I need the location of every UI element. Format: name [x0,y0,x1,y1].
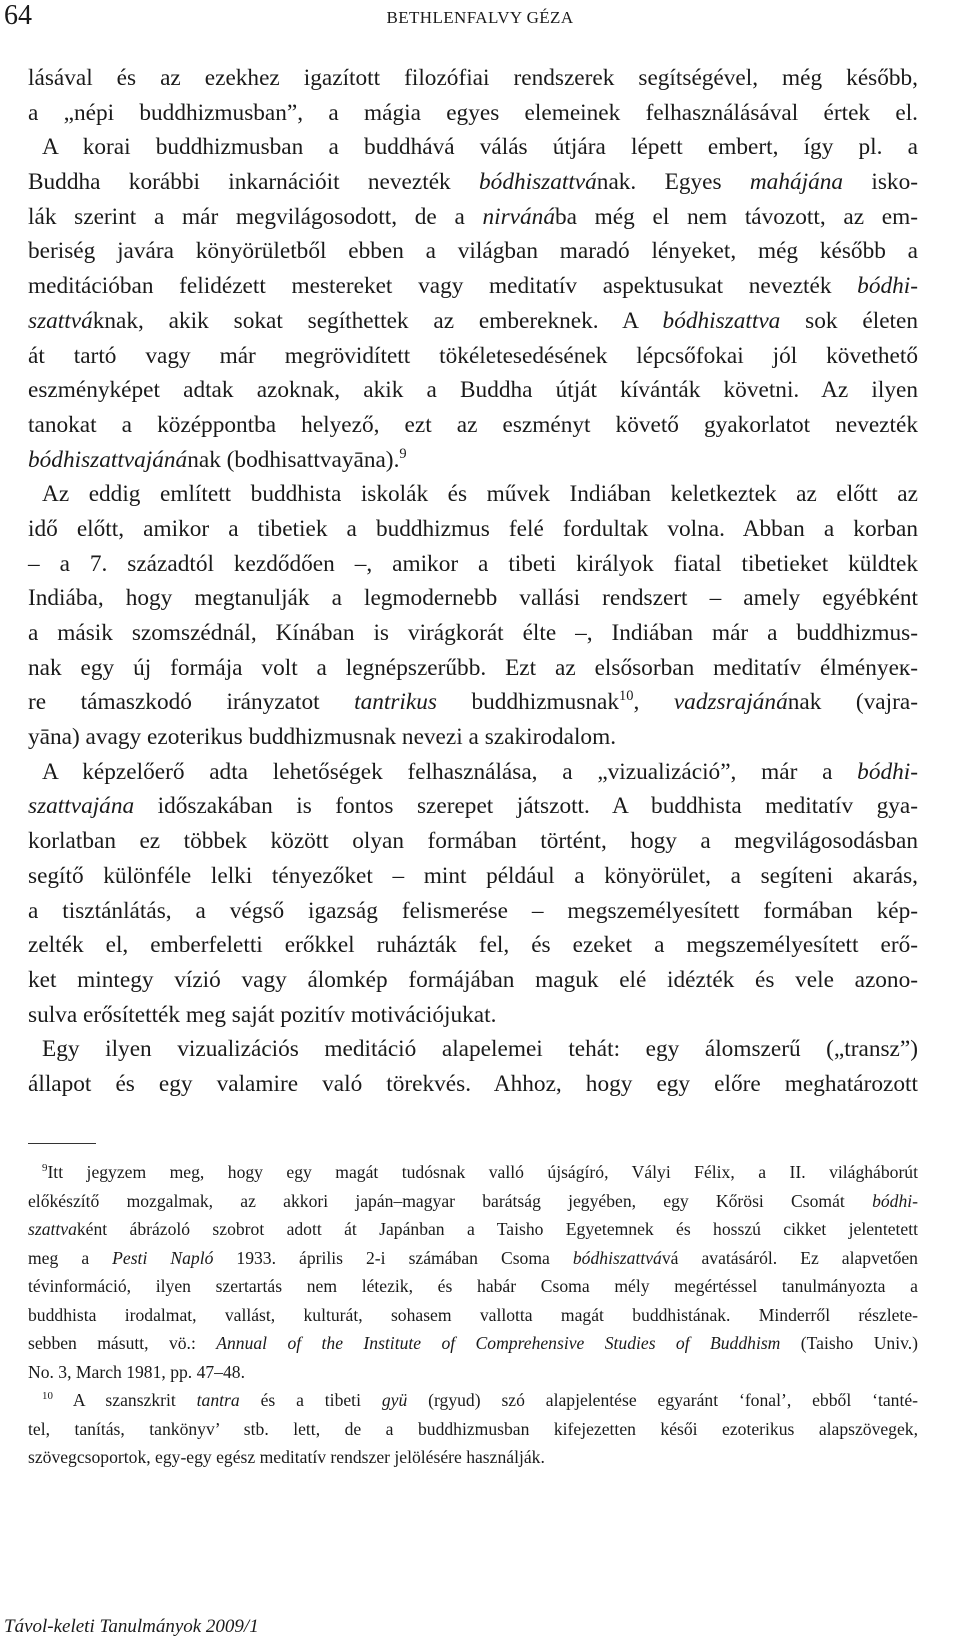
term-szattva: szattvá [28,307,93,334]
body-line: – a 7. századtól kezdődően –, amikor a tibeti királyok fiatal tibetieket küldtek [28,550,918,577]
term-mahajana: mahájána [749,169,844,196]
body-line: bódhiszattvajánának (bodhisattvayāna).$^9$ [28,445,407,473]
body-line: szattváknak, akik sokat segíthettek az embereknek. A bódhiszattva sok életen [28,307,918,334]
term-bodhiszattvajana: bódhiszattvajáná [28,446,188,473]
term-bodhi: bódhi- [872,1190,918,1211]
body-line: Indiába, hogy megtanulják a legmodernebb vallási rendszert – amely egyébként [28,585,918,612]
footnote-line: szövegcsoportok, egy-egy egész meditatív rendszer jelölésére használják. [28,1447,545,1467]
footnote-line: No. 3, March 1981, pp. 47–48. [28,1361,245,1382]
term-bodhiszattva: bódhiszattvá [572,1247,662,1268]
term-tantra: tantra [196,1390,240,1410]
footnotes [28,1158,918,1472]
body-line: szattvajána időszakában is fontos szerepet játszott. A buddhista meditatív gya- [28,793,918,820]
term-szattva: szattva [28,1219,77,1239]
body-line: Egy ilyen vizualizációs meditáció alapelemei tehát: egy álomszerű („transz”) [42,1036,918,1063]
body-text [28,61,918,1102]
reference-title: Annual of the Institute of Comprehensive Studies of Buddhism [216,1333,781,1353]
term-vadzsrajana: vadzsrajáná [673,689,788,716]
body-line: lásával és az ezekhez igazított filozófiai rendszerek segítségével, még később, [28,65,918,91]
running-head: BETHLENFALVY GÉZA [386,8,574,27]
term-tantrikus: tantrikus [354,689,437,716]
body-line: korlatban ez többek között olyan formában történt, hogy a megvilágosodásban [28,828,918,855]
body-line: A képzelőerő adta lehetőségek felhasználása, a „vizualizáció”, már a bódhi- [42,758,918,785]
footnote-number-9: 9 [42,1162,48,1175]
footnote-line: szattvaként ábrázoló szobrot adott át Japánban a Taisho Egyetemnek és hosszú cikket jelentetett [28,1219,918,1239]
body-line: át tartó vagy már megrövidített tökéletesedésének lépcsőfokai jól követhető [28,342,918,369]
footnote-line: $^9$Itt jegyzem meg, hogy egy magát tudósnak valló újságíró, Vályi Félix, a II. világháborút [42,1162,918,1182]
footnote-line: tévinformáció, ilyen szertartás nem létezik, és habár Csoma mély megértéssel tanulmányozta a [28,1276,918,1296]
body-line: a „népi buddhizmusban”, a mágia egyes elemeinek felhasználásával értek el. [28,99,918,126]
footnote-line: meg a Pesti Napló 1933. április 2-i számában Csoma bódhiszattvává avatásáról. Ez alapvetően [28,1247,918,1268]
term-nirvana: nirváná [482,203,555,230]
body-line: Az eddig említett buddhista iskolák és művek Indiában keletkeztek az előtt az [42,481,918,508]
footnote-number-10: 10 [42,1390,53,1403]
body-line: eszményképet adtak azoknak, akik a Buddha útját kívánták követni. Az ilyen [28,377,918,404]
term-bodhiszattva: bódhiszattvá [479,169,597,196]
body-line-text: Buddha korábbi inkarnációit nevezték [28,169,480,196]
body-line: nak egy új formája volt a legnépszerűbb. Ezt az elsősorban meditatív élményeк- [28,654,918,681]
footnote-line: sebben másutt, vö.: Annual of the Institute of Comprehensive Studies of Buddhism (Taisho Univ.) [28,1333,918,1353]
body-line: A korai buddhizmusban a buddhává válás útjára lépett embert, így pl. a [42,134,918,161]
term-szattvajana: szattvajána [28,793,135,820]
footnote-line: előkészítő mozgalmak, az akkori japán–magyar barátság jegyében, egy Kőrösi Csomát bódhi- [28,1190,918,1211]
footnote-ref-9[interactable]: 9 [399,445,407,462]
footnote-line: tel, tanítás, tankönyv’ stb. lett, de a buddhizmusban kifejezetten késői ezoterikus alapszövegek, [28,1418,918,1439]
body-line: sulva erősítették meg saját pozitív motivációjukat. [28,1001,497,1028]
page-number: 64 [4,0,32,31]
body-line: idő előtt, amikor a tibetiek a buddhizmus felé fordultak volna. Abban a korban [28,515,918,542]
body-line: lák szerint a már megvilágosodott, de a nirvánába még el nem távozott, az em- [28,203,918,230]
body-line: yāna) avagy ezoterikus buddhizmusnak nevezi a szakirodalom. [28,724,617,751]
body-line: a másik szomszédnál, Kínában is virágkorát élte –, Indiában már a buddhizmus- [28,620,918,646]
journal-footer: Távol-keleti Tanulmányok 2009/1 [4,1616,259,1637]
body-line: tanokat a középpontba helyező, ezt az eszményt követő gyakorlatot nevezték [28,411,918,438]
footnote-line: $^{10}$ A szanszkrit tantra és a tibeti gyü (rgyud) szó alapjelentése egyaránt ‘fonal’, ebből ‘tanté- [42,1390,918,1410]
footnote-ref-10[interactable]: 10 [619,688,634,705]
term-bodhi: bódhi- [857,758,918,785]
body-line: ket mintegy vízió vagy álomkép formájában maguk elé idézték és vele azono- [28,966,918,993]
body-line: állapot és egy valamire való törekvés. Ahhoz, hogy egy előre meghatározott [28,1070,918,1097]
body-line: zelték el, emberfeletti erőkkel ruházták fel, és ezeket a megszemélyesített erő- [28,932,918,959]
body-line: meditációban felidézett mestereket vagy meditatív aspektusukat nevezték bódhi- [28,273,918,300]
footnote-line: buddhista irodalmat, vallást, kulturát, sohasem vallotta magát buddhistának. Minderről részlete- [28,1304,918,1325]
body-line: re támaszkodó irányzatot tantrikus buddhizmusnak$^{10}$, vadzsrajánának (vajra- [28,688,918,716]
body-line: beriség javára könyörületből ebben a világban maradó lényeket, még később a [28,238,918,265]
term-bodhiszattva: bódhiszattva [662,307,781,334]
body-line: a tisztánlátás, a végső igazság felismerése – megszemélyesített formában kép- [28,897,918,924]
body-line: Buddha korábbi inkarnációit nevezték bódhiszattvának. Egyes mahájána isko- [28,169,918,196]
footnote-rule [28,1143,96,1144]
body-line: segítő különféle lelki tényezőket – mint például a könyörület, a segíteni akarás, [28,862,918,889]
term-bodhi: bódhi- [857,273,918,300]
term-gyu: gyü [381,1390,408,1410]
term-pesti-naplo: Pesti Napló [112,1247,214,1268]
